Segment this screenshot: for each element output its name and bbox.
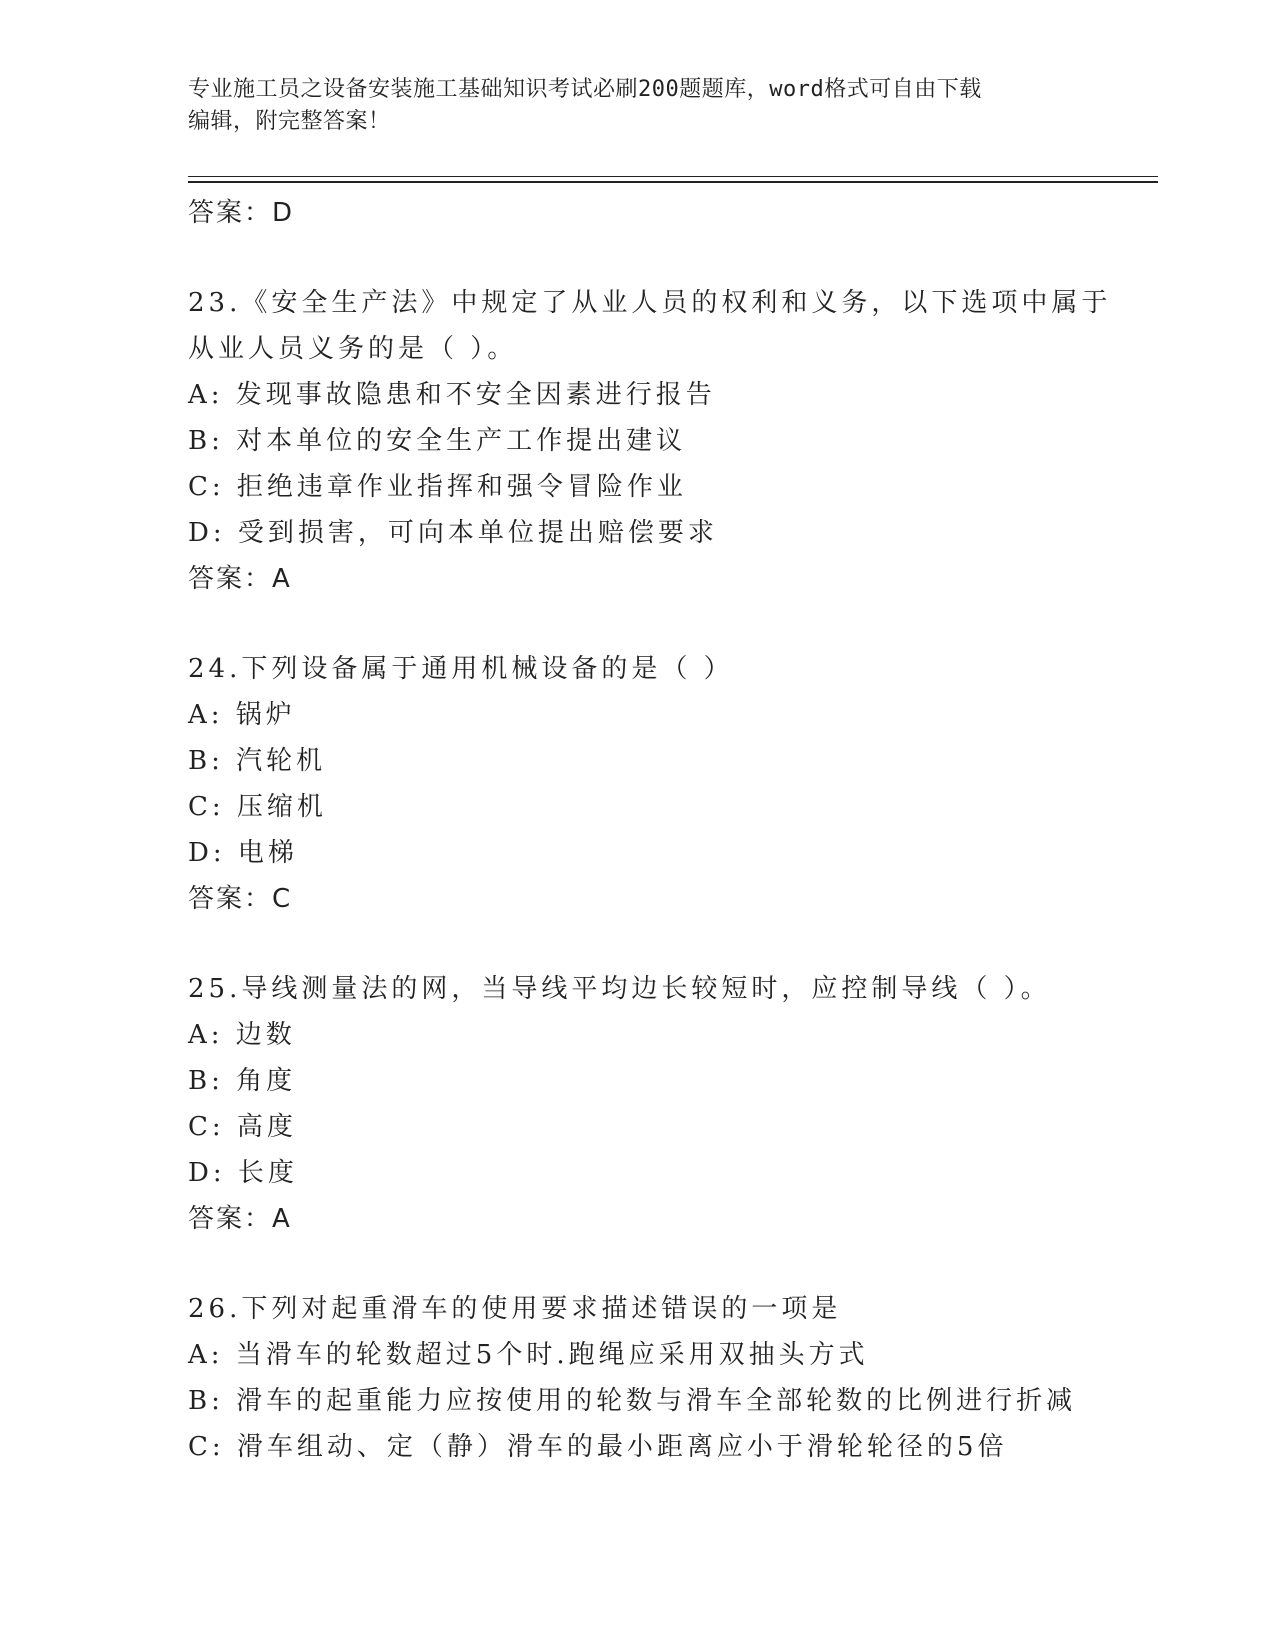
option-a: A: 边数 [188,1020,296,1050]
header-title-line-1: 专业施工员之设备安装施工基础知识考试必刷200题题库，word格式可自由下载 [188,77,982,102]
option-d: D: 电梯 [188,838,298,868]
option-c: C: 拒绝违章作业指挥和强令冒险作业 [188,472,687,502]
option-c: C: 高度 [188,1112,297,1142]
option-b: B: 对本单位的安全生产工作提出建议 [188,426,687,456]
header-rule-thick [188,181,1158,183]
answer-line: 答案：C [188,884,293,914]
option-b: B: 角度 [188,1066,297,1096]
question-stem: 23.《安全生产法》中规定了从业人员的权利和义务，以下选项中属于 [188,288,1112,318]
header-rule-thin [188,176,1158,177]
question-stem-continued: 从业人员义务的是（ ）。 [188,334,518,364]
option-b: B: 汽轮机 [188,746,327,776]
answer-line: 答案：A [188,1204,292,1234]
option-c: C: 压缩机 [188,792,327,822]
option-a: A: 当滑车的轮数超过5个时.跑绳应采用双抽头方式 [188,1340,869,1370]
document-header [188,74,1088,138]
header-title-line-2: 编辑，附完整答案！ [188,109,391,134]
option-d: D: 长度 [188,1158,298,1188]
option-d: D: 受到损害，可向本单位提出赔偿要求 [188,518,718,548]
question-26 [188,1286,1168,1470]
question-stem: 24.下列设备属于通用机械设备的是（ ） [188,654,734,684]
answer-line: 答案：A [188,564,292,594]
questions-content [188,190,1168,1470]
question-stem: 25.导线测量法的网，当导线平均边长较短时，应控制导线（ ）。 [188,974,1051,1004]
question-23 [188,280,1168,602]
option-c: C: 滑车组动、定（静）滑车的最小距离应小于滑轮轮径的5倍 [188,1432,1008,1462]
answer-line: 答案：D [188,198,295,228]
question-25 [188,966,1168,1242]
question-24 [188,646,1168,922]
option-a: A: 发现事故隐患和不安全因素进行报告 [188,380,716,410]
option-b: B: 滑车的起重能力应按使用的轮数与滑车全部轮数的比例进行折减 [188,1386,1077,1416]
option-a: A: 锅炉 [188,700,296,730]
question-stem: 26.下列对起重滑车的使用要求描述错误的一项是 [188,1294,842,1324]
